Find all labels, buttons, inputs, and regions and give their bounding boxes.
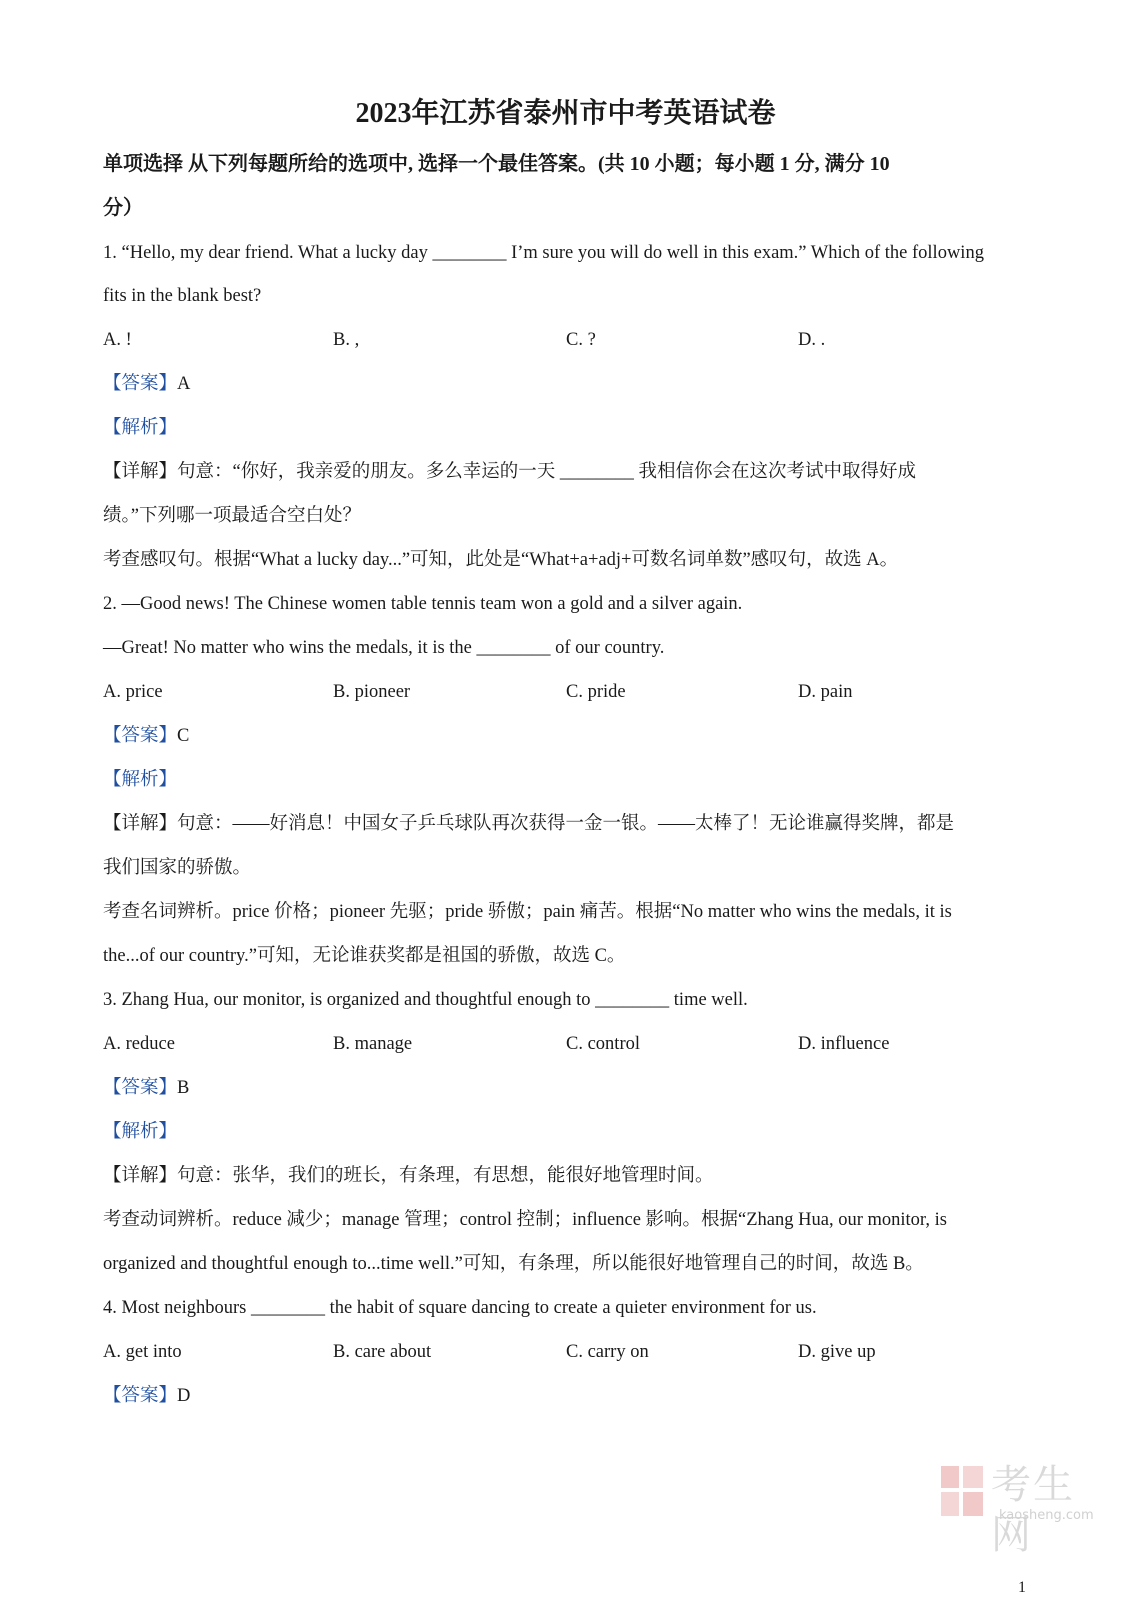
q1-option-c: C. ? — [566, 330, 596, 350]
q1-detail-line-1 — [103, 458, 916, 486]
watermark — [939, 1460, 1109, 1558]
detail-label: 【详解】 — [103, 1166, 178, 1186]
q4-option-d: D. give up — [798, 1342, 876, 1362]
q2-detail-line-1 — [103, 810, 954, 838]
q3-detail-text-1: 句意：张华，我们的班长，有条理，有思想，能很好地管理时间。 — [177, 1166, 714, 1186]
q2-stem-line-1: 2. —Good news! The Chinese women table tennis team won a gold and a silver again. — [103, 594, 743, 614]
answer-label: 【答案】 — [103, 1386, 178, 1406]
q2-option-c: C. pride — [566, 682, 626, 702]
q2-detail-text-1: 句意：——好消息！中国女子乒乓球队再次获得一金一银。——太棒了！无论谁赢得奖牌，都是 — [177, 814, 955, 834]
q1-option-a: A. ! — [103, 330, 132, 350]
detail-label: 【详解】 — [103, 814, 178, 834]
q3-explain-line-2: organized and thoughtful enough to...time well.”可知，有条理，所以能很好地管理自己的时间，故选 B。 — [103, 1254, 924, 1274]
q1-stem-line-1: 1. “Hello, my dear friend. What a lucky day ________ I’m sure you will do well in this exam.” Which of the following — [103, 243, 984, 263]
q2-detail-line-2: 我们国家的骄傲。 — [103, 858, 252, 878]
q1-stem-line-2: fits in the blank best? — [103, 286, 262, 306]
q1-explain-line-1: 考查感叹句。根据“What a lucky day...”可知，此处是“What+a+adj+可数名词单数”感叹句，故选 A。 — [103, 550, 899, 570]
q2-option-b: B. pioneer — [333, 682, 411, 702]
q4-stem-line-1: 4. Most neighbours ________ the habit of square dancing to create a quieter environment for us. — [103, 1298, 817, 1318]
q4-answer — [103, 1382, 190, 1410]
q3-option-b: B. manage — [333, 1034, 413, 1054]
detail-label: 【详解】 — [103, 462, 178, 482]
q1-option-b: B. , — [333, 330, 360, 350]
page-number: 1 — [1018, 1579, 1026, 1596]
answer-label: 【答案】 — [103, 726, 178, 746]
q1-answer-value: A — [177, 374, 191, 394]
q1-answer — [103, 370, 190, 398]
q4-option-b: B. care about — [333, 1342, 432, 1362]
q3-detail-line-1 — [103, 1162, 714, 1190]
q3-answer-value: B — [177, 1078, 190, 1098]
q1-analysis-label: 【解析】 — [103, 418, 178, 438]
q4-answer-value: D — [177, 1386, 191, 1406]
q3-answer — [103, 1074, 189, 1102]
q3-option-a: A. reduce — [103, 1034, 175, 1054]
q3-explain-line-1: 考查动词辨析。reduce 减少；manage 管理；control 控制；influence 影响。根据“Zhang Hua, our monitor, is — [103, 1210, 947, 1230]
q2-option-a: A. price — [103, 682, 163, 702]
q2-answer — [103, 722, 189, 750]
answer-label: 【答案】 — [103, 1078, 178, 1098]
q3-option-c: C. control — [566, 1034, 640, 1054]
q3-analysis-label: 【解析】 — [103, 1122, 178, 1142]
q2-analysis-label: 【解析】 — [103, 770, 178, 790]
q3-stem-line-1: 3. Zhang Hua, our monitor, is organized and thoughtful enough to ________ time well. — [103, 990, 748, 1010]
q4-option-c: C. carry on — [566, 1342, 649, 1362]
answer-label: 【答案】 — [103, 374, 178, 394]
q4-option-a: A. get into — [103, 1342, 182, 1362]
q2-option-d: D. pain — [798, 682, 853, 702]
q2-explain-line-1: 考查名词辨析。price 价格；pioneer 先驱；pride 骄傲；pain 痛苦。根据“No matter who wins the medals, it is — [103, 902, 952, 922]
watermark-subtext: kaosheng.com — [999, 1508, 1094, 1523]
watermark-logo-icon — [939, 1464, 985, 1518]
q1-detail-text-1: 句意：“你好，我亲爱的朋友。多么幸运的一天 ________ 我相信你会在这次考试中取得好成 — [177, 462, 916, 482]
q2-explain-line-2: the...of our country.”可知，无论谁获奖都是祖国的骄傲，故选 C。 — [103, 946, 626, 966]
q3-option-d: D. influence — [798, 1034, 890, 1054]
q1-detail-line-2: 绩。”下列哪一项最适合空白处？ — [103, 506, 361, 526]
q2-answer-value: C — [177, 726, 190, 746]
watermark-text: 考生网 — [991, 1462, 1075, 1558]
section-header-line-2: 分） — [103, 197, 143, 219]
q2-stem-line-2: —Great! No matter who wins the medals, it is the ________ of our country. — [103, 638, 665, 658]
page-title: 2023年江苏省泰州市中考英语试卷 — [355, 98, 776, 129]
section-header-line-1: 单项选择 从下列每题所给的选项中, 选择一个最佳答案。(共 10 小题；每小题 1 分, 满分 10 — [103, 153, 890, 175]
q1-option-d: D. . — [798, 330, 826, 350]
